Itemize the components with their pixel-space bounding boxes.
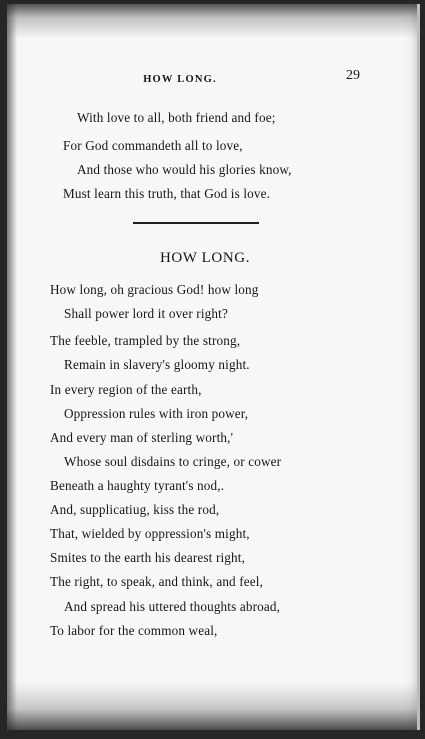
page-edge-shadow-top [7,4,417,38]
verse-line: To labor for the common weal, [50,623,218,638]
verse-line: Remain in slavery's gloomy night. [64,357,250,372]
page-edge-shadow-left [7,4,17,730]
verse-line: In every region of the earth, [50,382,202,397]
verse-line: Shall power lord it over right? [64,306,228,321]
section-divider-rule [133,222,259,224]
book-page [7,4,420,730]
verse-line: How long, oh gracious God! how long [50,282,259,297]
verse-line: Beneath a haughty tyrant's nod,. [50,478,225,493]
verse-line: For God commandeth all to love, [63,138,243,153]
verse-line: The right, to speak, and think, and feel, [50,574,264,589]
verse-line: And, supplicatiug, kiss the rod, [50,502,220,517]
verse-line: And every man of sterling worth,' [50,430,234,445]
verse-line: Smites to the earth his dearest right, [50,550,246,565]
page-edge-shadow-bottom [7,682,417,730]
verse-line: And spread his uttered thoughts abroad, [64,599,281,614]
verse-line: That, wielded by oppression's might, [50,526,250,541]
page-number: 29 [346,68,360,83]
verse-line: With love to all, both friend and foe; [77,110,276,125]
running-head: HOW LONG. [143,74,217,85]
verse-line: Oppression rules with iron power, [64,406,249,421]
verse-line: Whose soul disdains to cringe, or cower [64,454,282,469]
poem-title: HOW LONG. [159,250,251,266]
verse-line: Must learn this truth, that God is love. [63,186,271,201]
verse-line: The feeble, trampled by the strong, [50,333,241,348]
verse-line: And those who would his glories know, [77,162,292,177]
